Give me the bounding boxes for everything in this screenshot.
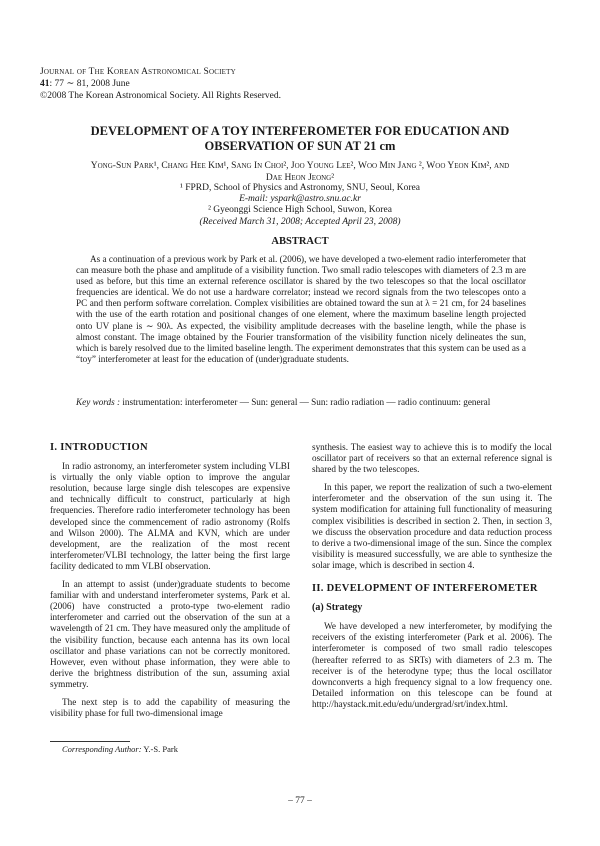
received-dates: (Received March 31, 2008; Accepted April 23, 2008) (199, 216, 401, 227)
abstract-heading: ABSTRACT (271, 236, 329, 247)
footnote (62, 744, 178, 754)
footnote-divider (50, 741, 130, 742)
paragraph: synthesis. The easiest way to achieve this is to modify the local oscillator part of receivers so that an external reference signal is shared by the two telescopes. (312, 442, 552, 475)
footnote-label: Corresponding Author: (62, 744, 142, 754)
keywords-text: instrumentation: interferometer — Sun: general — Sun: radio radiation — radio continuum: general (122, 397, 491, 407)
keywords (76, 397, 526, 408)
paragraph: In this paper, we report the realization of such a two-element interferometer and the observation of the sun using it. The system modification for attaining full functionality of measuring complex visibilities is described in section 2. Then, in section 3, we discuss the observation procedure and data reduction process to derive a two-dimensional image of the sun. Since the complex visibility is measured successfully, we are able to synthesize the solar image, which is described in section 4. (312, 482, 552, 570)
section-heading-introduction: I. INTRODUCTION (50, 442, 148, 453)
paper-title (40, 124, 560, 154)
paragraph: We have developed a new interferometer, by modifying the receivers of the existing interferometer (Park et al. 2006). The interferometer is composed of two small radio telescopes (hereafter referred to as SRTs) with diameters of 2.3 m. The receiver is of the heterodyne type; thus the local oscillator downconverts a high frequency signal to a low frequency one. Detailed information on this telescope can be found at http://haystack.mit.edu/edu/undergrad/srt/index.html. (312, 621, 552, 709)
affiliation-2: ² Gyeonggi Science High School, Suwon, Korea (208, 205, 392, 216)
abstract-text: As a continuation of a previous work by Park et al. (2006), we have developed a two-element radio interferometer that can measure both the phase and amplitude of a visibility function. Two small radio telescopes with diameters of 2.3 m are used as before, but this time an external reference oscillator is shared by the two telescopes so that the local oscillator frequencies are identical. We do not use a hardware correlator; instead we record signals from the two telescopes onto a PC and then perform software correlation. Complex visibilities are obtained toward the sun at λ = 21 cm, for 24 baselines with the use of the earth rotation and positional changes of one element, where the maximum baseline length projected onto UV plane is ∼ 90λ. As expected, the visibility amplitude decreases with the baseline length, while the phase is almost constant. The image obtained by the Fourier transformation of the visibility function nicely delineates the sun, which is barely resolved due to the limited baseline length. The experiment demonstrates that this system can be used as a “toy” interferometer at least for the education of (under)graduate students. (76, 254, 526, 364)
section-heading-development: II. DEVELOPMENT OF INTERFEROMETER (312, 583, 538, 595)
title-line-1: DEVELOPMENT OF A TOY INTERFEROMETER FOR EDUCATION AND (90, 124, 510, 138)
page-number: – 77 – (288, 796, 312, 806)
left-column (50, 442, 290, 726)
footnote-text: Y.-S. Park (141, 744, 178, 754)
keywords-label: Key words : (76, 397, 121, 407)
volume-pages: : 77 ∼ 81, 2008 June (49, 79, 130, 89)
authors-line-2: Dae Heon Jeong² (265, 172, 335, 183)
journal-header (40, 66, 281, 102)
author-email: E-mail: yspark@astro.snu.ac.kr (239, 194, 361, 205)
affiliations (40, 183, 560, 228)
paragraph: In radio astronomy, an interferometer system including VLBI is virtually the only viable option to improve the angular resolution, because large single dish telescopes are expensive and technically difficult to construct, particularly at high frequencies. Therefore radio interferometer technology has been developed since the commencement of radio astronomy (Rolfs and Wilson 2000). The ALMA and KVN, which are under development, are the realization of the most recent interferometer/VLBI technology, the latter being the first large facility dedicated to mm VLBI observation. (50, 461, 290, 571)
paragraph: The next step is to add the capability of measuring the visibility phase for full two-dimensional image (50, 696, 290, 719)
volume-number: 41 (40, 79, 50, 89)
journal-name: Journal of The Korean Astronomical Society (40, 67, 236, 77)
subsection-heading-strategy: (a) Strategy (312, 602, 363, 614)
authors-line-1: Yong-Sun Park¹, Chang Hee Kim¹, Sang In Choi², Joo Young Lee², Woo Min Jang ², Woo Yeon Kim², and (90, 161, 510, 171)
journal-volume (40, 78, 281, 90)
right-column (312, 442, 552, 717)
journal-copyright: ©2008 The Korean Astronomical Society. All Rights Reserved. (40, 91, 281, 101)
paragraph: In an attempt to assist (under)graduate students to become familiar with and understand interferometer systems, Park et al. (2006) have constructed a proto-type two-element radio interferometer and carried out the observation of the sun at a wavelength of 21 cm. They have measured only the amplitude of the visibility function, because each antenna has its own local oscillator and phase variations can not be correctly monitored. However, even without phase information, they were able to derive the brightness distribution of the sun, assuming axial symmetry. (50, 579, 290, 689)
title-line-2: OBSERVATION OF SUN AT 21 cm (204, 139, 396, 153)
affiliation-1: ¹ FPRD, School of Physics and Astronomy, SNU, Seoul, Korea (179, 183, 420, 193)
author-list (40, 161, 560, 184)
